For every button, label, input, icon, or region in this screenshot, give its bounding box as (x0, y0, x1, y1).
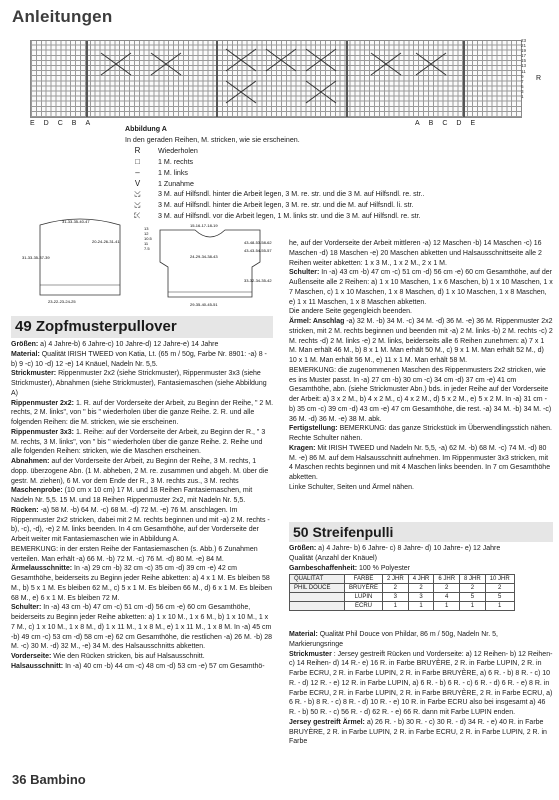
cable-cross-right-icon: ⤩ (134, 189, 141, 199)
paragraph: Rücken: -a) 58 M. -b) 64 M. -c) 68 M. -d) 72 M. -e) 76 M. anschlagen. Im Rippenmuster 2x2 stricken, dabei mit 2 M. rechts beginnen und mit -a) 2 M. rechts -b), -c), -d), -e) 2 M. links beenden. In 4 cm Gesamthöhe, auf der Vorderseite der Arbeit weiter mit Fantasiemaschen wie in Abbildung A. (11, 506, 270, 543)
dim-label: 24-29-34-38-43 (190, 254, 218, 259)
page-number: 36 (12, 772, 27, 787)
paragraph: Halsausschnitt: In -a) 40 cm -b) 44 cm -c) 48 cm -d) 53 cm -e) 57 cm Gesamthö- (11, 662, 265, 670)
legend-text: 3 M. auf Hilfsndl. vor die Arbeit legen, 1 M. links str. und die 3 M. auf Hilfsndl. re. str. (158, 212, 421, 221)
dim-label: 33-32-34-35-42 (244, 278, 272, 283)
knitting-chart-grid (30, 40, 522, 118)
col-label: B (71, 120, 86, 127)
purl-dash-icon: – (135, 167, 140, 177)
table-row: ECRU 1 1 1 1 1 (290, 602, 515, 611)
paragraph: Vorderseite: Wie den Rücken stricken, bis auf Halsausschnitt. (11, 653, 205, 660)
paragraph: he, auf der Vorderseite der Arbeit mittleren -a) 12 Maschen -b) 14 Maschen -c) 16 Maschen -d) 18 Maschen -e) 20 Maschen abketten und Halsausschnittseite alle 2 Reihen weiter abketten: 1 x 3 M., 1 x 2 M., 2 x 1 M. (289, 240, 542, 267)
legend-row (125, 168, 535, 179)
paragraph: Strickmuster : Jersey gestreift Rücken und Vorderseite: a) 12 Reihen- b) 12 Reihen- c) 14 Reihen- d) 14 R.- e) 16 R. in Farbe BRUYÈRE, 2 R. in Farbe LUPIN, 2 R. in Farbe ECRU, 2 R. in Farbe LUPIN, 2 R. in Farbe BRUYÈRE, a) 6 R. - b) 8 R. - c) 10 R. - d) 12 R. - e) 12 R. in Farbe LUPIN, a) 6 R. - b) 6 R. - c) 6 R. - d) 6 R. - e) 8 R. in Farbe ECRU, 2 R. in Farbe LUPIN, 2 R. in Farbe BRUYÈRE, 2 R. in Farbe ECRU, a) 6 R. - b) 8 R. - c) 8 R. - d) 10 R. - e) 10 R. in Farbe ECRU also bei insgesamt a) 46 R. - b) 50 R. - c) 56 R. - d) 62 R. - e) 66 R. dann mit Farbe LUPIN enden. (289, 650, 553, 716)
sweater-schematic (140, 222, 280, 310)
col-label: E (470, 120, 485, 127)
paragraph: Qualität (Anzahl der Knäuel) (289, 554, 377, 562)
dim-label: 11 (144, 241, 149, 246)
row-number: 7 (521, 78, 524, 84)
col-label: E (30, 120, 44, 127)
paragraph: Linke Schulter, Seiten und Ärmel nähen. (289, 483, 414, 491)
legend-text: 3 M. auf Hilfsndl. hinter die Arbeit legen, 3 M. re. str. und die 3 M. auf Hilfsndl. re. str.. (158, 190, 425, 199)
magazine-brand: Bambino (30, 772, 86, 787)
paragraph: BEMERKUNG: die zugenommenen Maschen des Rippenmusters 2x2 stricken, wie es ins Muster passt. In -a) 27 cm -b) 30 cm -c) 34 cm -d) 37 cm -e) 41 cm Gesamthöhe, abn. (siehe Strickmuster Abn.) bds. in jeder Reihe auf der Vorderseite der Arbeit: a) 3 x 2 M., b) 4 x 2 M., c) 4 x 2 M., d) 5 x 2 M., e) 5 x 2 M. In -a) 31 cm -b) 35 cm -c) 39 cm -d) 43 cm -e) 47 cm Gesamthöhe, die rest. -a) 34 M. -b) 34 M. -c) 36 M. -d) 36 M. -e) 38 M. abk. (289, 366, 552, 423)
legend-title: Abbildung A (125, 125, 167, 133)
paragraph: Größen: a) 4 Jahre-b) 6 Jahre-c) 10 Jahre-d) 12 Jahre-e) 14 Jahre (11, 341, 219, 348)
legend-row (125, 179, 535, 190)
legend-text: 1 M. rechts (158, 157, 194, 166)
increase-v-icon: V (134, 178, 141, 188)
row-number: 17 (521, 53, 527, 59)
row-number: 5 (521, 83, 524, 89)
paragraph: Fertigstellung: BEMERKUNG: das ganze Strickstück im Überwendlingsstich nähen. Rechte Schulter nähen. (289, 425, 552, 442)
collar-schematic (20, 215, 140, 305)
row-number: 11 (521, 68, 526, 74)
paragraph: Rippenmuster 3x3: 1. Reihe: auf der Vorderseite der Arbeit, zu Beginn der R., " 3 M. rechts, 3 M. links", von " bis " wiederholen über die ganze Reihe. 2. Reihe und alle folgenden Reihen: stricken, wie die Maschen erscheinen. (11, 428, 266, 456)
page-footer (12, 772, 86, 787)
knit-square-icon: □ (135, 156, 140, 166)
row-number: 3 (521, 88, 524, 94)
paragraph: Maschenprobe: (10 cm x 10 cm) 17 M. und 18 Reihen Fantasiemaschen, mit Nadeln Nr. 5,5. 15 M. und 18 Reihen Rippenmuster 2x2, mit Nadeln Nr. 5,5. (11, 487, 253, 504)
legend-row (125, 146, 535, 157)
chart-row-numbers (521, 38, 526, 99)
row-number: 13 (521, 63, 527, 69)
yarn-quantity-table (289, 574, 515, 611)
col-label: C (57, 120, 72, 127)
pattern-50-info (289, 544, 553, 573)
chart-columns-left (30, 120, 99, 127)
paragraph: Größen: a) 4 Jahre- b) 6 Jahre- c) 8 Jahre- d) 10 Jahre- e) 12 Jahre (289, 545, 501, 552)
pattern-50-text (289, 630, 553, 747)
row-number: 19 (521, 48, 527, 54)
paragraph: Ärmelausschnitte: In -a) 29 cm -b) 32 cm -c) 35 cm -d) 39 cm -e) 42 cm Gesamthöhe, beiderseits zu Beginn jeder Reihe abketten: a) 4 x 1 M. Es bleiben 58 M., b) 5 x 1 M. Es bleiben 62 M., c) 5 x 1 M. Es bleiben 66 M., d) 6 x 1 M. Es bleiben 68 M., e) 6 x 1 M. Es bleiben 72 M. (11, 565, 273, 602)
row-number: 23 (521, 38, 527, 43)
pattern-49-text (11, 340, 273, 672)
paragraph: Abnahmen: auf der Vorderseite der Arbeit, zu Beginn der Reihe, 3 M. rechts, 1 dopp. überzogene Abn. (1 M. abheben, 2 M. re. zusammen und abgeh. M. über die gestr. M. ziehen), 6 M. vor dem Ende der R., 3 M. rechts zus., 3 M. rechts (11, 458, 269, 485)
legend-row (125, 200, 535, 211)
cable-cross-left-icon: ⤪ (134, 211, 141, 221)
dim-label: 15-16-17-18-19 (190, 223, 218, 228)
repeat-label: R (536, 75, 542, 82)
dim-label: 43-48-53-58-62 (244, 240, 272, 245)
paragraph: Rippenmuster 2x2: 1. R. auf der Vorderseite der Arbeit, zu Beginn der Reihe, " 2 M. rechts, 2 M. links", von " bis " wiederholen über die ganze Reihe. 2. R. und alle folgenden Reihen: die M. stricken, wie sie erscheinen. (11, 399, 274, 426)
paragraph: Schulter: In -a) 43 cm -b) 47 cm -c) 51 cm -d) 56 cm -e) 60 cm Gesamthöhe, auf der Außenseite alle 2 Reihen: a) 1 x 10 Maschen, 1 x 6 Maschen, b) 1 x 10 Maschen, 1 x 7 Maschen, c) 1 x 10 Maschen, 1 x 8 Maschen, d) 1 x 10 Maschen, 1 x 8 Maschen, e) 1 x 11 Maschen, 1 x 8 Maschen abketten. (289, 269, 553, 306)
legend-intro: In den geraden Reihen, M. stricken, wie sie erscheinen. (125, 135, 300, 144)
paragraph: Jersey gestreift Ärmel: a) 26 R. - b) 30 R. - c) 30 R. - d) 34 R. - e) 40 R. in Farbe BRUYÈRE, 2 R. in Farbe LUPIN, 2 R. in Farbe ECRU, 2 R. in Farbe LUPIN, 2 R. in Farbe (289, 718, 547, 746)
paragraph: BEMERKUNG: in der ersten Reihe der Fantasiemaschen (s. Abb.) 6 Zunahmen verteilen. Man erhält -a) 66 M. -b) 72 M. -c) 76 M. -d) 80 M. -e) 84 M. (11, 545, 258, 563)
chart-legend (125, 124, 535, 222)
dim-label: 13 (144, 226, 149, 231)
repeat-symbol-icon: R (134, 145, 141, 155)
row-number: 21 (521, 43, 527, 49)
legend-text: 3 M. auf Hilfsndl. hinter die Arbeit legen, 3 M. re. str. und die M. auf Hilfsndl. li. str. (158, 201, 414, 210)
paragraph: Material: Qualität Phil Douce von Phildar, 86 m / 50g, Nadeln Nr. 5, Markierungsringe (289, 631, 498, 648)
dim-label: 29-35-40-45-51 (190, 302, 218, 307)
dim-label: 10.5 (144, 236, 152, 241)
dim-label: 12 (144, 231, 149, 236)
paragraph: Ärmel: Anschlag -a) 32 M. -b) 34 M. -c) 34 M. -d) 36 M. -e) 36 M. Rippenmuster 2x2 stricken, mit 2 M. rechts beginnen und beenden mit -a) 2 M. links -b) 2 M. rechts -c) 2 M. rechts -d) 2 M. links -e) 2 M. links, beiderseits alle 6 Reihen zunehmen: a) 7 x 1 M. Man erhält 46 M., b) 8 x 1 M. Man erhält 50 M., c) 9 x 1 M. Man erhält 52 M., d) 10 x 1 M. Man erhält 56 M., e) 11 x 1 M. Man erhält 58 M. (289, 318, 553, 364)
table-header-row: QUALITÄT FARBE 2 JHR 4 JHR 6 JHR 8 JHR 10 JHR (290, 575, 515, 584)
col-label: B (428, 120, 443, 127)
paragraph: Strickmuster: Rippenmuster 2x2 (siehe Strickmuster), Rippenmuster 3x3 (siehe Strickmuster), Abnahmen (siehe Strickmuster), Fantasiemaschen (siehe Abbildung A) (11, 370, 267, 397)
legend-text: 1 M. links (158, 168, 188, 177)
cable-crossings (31, 41, 521, 117)
col-label: D (43, 120, 58, 127)
row-number: 1 (521, 94, 524, 100)
row-number: 15 (521, 58, 527, 64)
col-label: A (415, 120, 429, 127)
legend-text: Wiederholen (158, 146, 198, 155)
paragraph: Schulter: In -a) 43 cm -b) 47 cm -c) 51 cm -d) 56 cm -e) 60 cm Gesamthöhe, beiderseits zu Beginn jeder Reihe abketten: a) 1 x 10 M., 1 x 6 M., b) 1 x 10 M., 1 x 7 M., c) 1 x 10 M., 1 x 8 M., d) 1 x 11 M., 1 x 8 M., e) 1 x 11 M., 1 x 8 M. In -a) 45 cm -b) 49 cm -c) 53 cm -d) 58 cm -e) 62 cm Gesamthöhe, die restlichen -a) 26 M. -b) 28 M. -c) 30 M. -d) 32 M., -e) 34 M. des Halsausschnitts abketten. (11, 604, 273, 651)
col-label: C (442, 120, 457, 127)
legend-row (125, 189, 535, 200)
dim-label: 23-22-23-24-25 (48, 299, 76, 304)
paragraph: Kragen: Mit IRISH TWEED und Nadeln Nr. 5,5, -a) 62 M. -b) 68 M. -c) 74 M. -d) 80 M. -e) 86 M. auf dem Halsausschnitt aufnehmen. Im Rippenmuster 3x3 stricken, mit 4 Maschen rechts beginnen und mit 4 Maschen links beenden. In 7 cm Gesamthöhe abketten. (289, 444, 551, 481)
col-label: A (85, 120, 100, 127)
pattern-50-title: 50 Streifenpulli (289, 522, 553, 542)
dim-label: 31-33-35-37-39 (22, 255, 50, 260)
page-header-title: Anleitungen (12, 7, 113, 26)
pattern-49-continued (289, 239, 553, 493)
dim-label: 20-24-26-31-41 (92, 239, 120, 244)
legend-text: 1 Zunahme (158, 179, 194, 188)
dim-label: 43-43-54-55-57 (244, 248, 272, 253)
row-number: 9 (521, 73, 524, 79)
paragraph: Die andere Seite gegengleich beenden. (289, 308, 412, 316)
dim-label: 7.5 (144, 246, 150, 251)
pattern-49-title: 49 Zopfmusterpullover (11, 316, 273, 338)
table-row: LUPIN 3 3 4 5 5 (290, 593, 515, 602)
paragraph: Garnbeschaffenheit: 100 % Polyester (289, 564, 410, 572)
paragraph: Material: Qualität IRISH TWEED von Katia, Lt. (65 m / 50g, Farbe Nr. 8901: -a) 8 -b) 9 -c) 10 -d) 12 -e) 14 Knäuel, Nadeln Nr. 5,5. (11, 350, 267, 368)
cable-cross-right-purl-icon: ⤩ (134, 200, 141, 210)
dim-label: 31-33-35-40-47 (62, 219, 90, 224)
legend-row (125, 211, 535, 222)
table-row: PHIL DOUCE BRUYÈRE 2 2 2 2 2 (290, 584, 515, 593)
col-label: D (456, 120, 471, 127)
legend-row (125, 157, 535, 168)
